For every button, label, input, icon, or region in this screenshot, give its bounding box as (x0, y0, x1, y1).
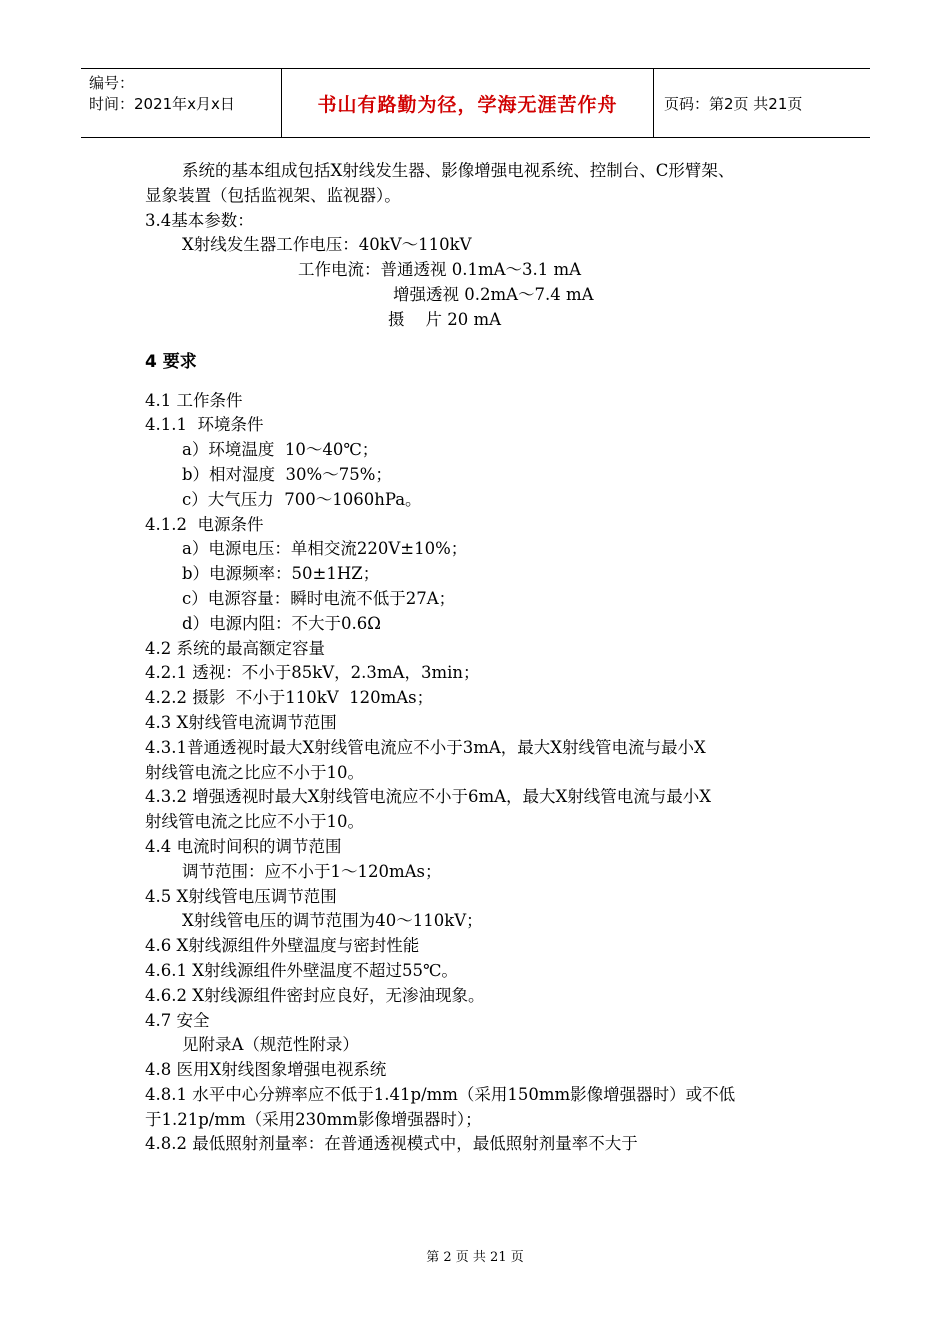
header-motto: 书山有路勤为径，学海无涯苦作舟 (317, 93, 618, 116)
header-meta (81, 69, 281, 137)
paragraph-line: 调节范围：应不小于1～120mAs； (182, 861, 442, 881)
paragraph-line: 3.4基本参数： (145, 210, 254, 230)
paragraph-line: 系统的基本组成包括X射线发生器、影像增强电视系统、控制台、C形臂架、 (182, 161, 735, 180)
document-body (145, 159, 825, 1157)
paragraph-line: 4.8.1 水平中心分辨率应不低于1.41p/mm（采用150mm影像增强器时）或不低 (145, 1084, 736, 1104)
paragraph-line: c）大气压力 700～1060hPa。 (182, 489, 422, 509)
paragraph-line: 射线管电流之比应不小于10。 (145, 812, 364, 832)
date-label: 时间：2021年x月x日 (89, 95, 235, 113)
paragraph-line: 4.1.2 电源条件 (145, 514, 264, 534)
paragraph-line: 4.8 医用X射线图象增强电视系统 (145, 1060, 387, 1080)
paragraph-line: 4.1 工作条件 (145, 390, 243, 410)
paragraph-line: 于1.21p/mm（采用230mm影像增强器时）； (145, 1109, 482, 1129)
paragraph-line: 4.5 X射线管电压调节范围 (145, 886, 337, 906)
paragraph-line: 工作电流：普通透视 0.1mA～3.1 mA (298, 260, 582, 280)
footer-page-number: 第 2 页 共 21 页 (426, 1250, 524, 1265)
paragraph-line: 4.2 系统的最高额定容量 (145, 638, 325, 658)
paragraph-line: 4.2.2 摄影 不小于110kV 120mAs； (145, 688, 434, 708)
paragraph-line: 4.6.1 X射线源组件外壁温度不超过55℃。 (145, 960, 458, 980)
paragraph-line: 4.4 电流时间积的调节范围 (145, 836, 342, 856)
paragraph-line: 显象装置（包括监视架、监视器）。 (145, 185, 401, 205)
header-motto-cell (281, 69, 654, 137)
paragraph-line: b）电源频率：50±1HZ； (182, 564, 380, 584)
paragraph-line: 见附录A（规范性附录） (182, 1035, 359, 1055)
paragraph-line: 4.7 安全 (145, 1010, 210, 1030)
paragraph-line: X射线管电压的调节范围为40～110kV； (182, 911, 483, 931)
section-heading: 4 要求 (145, 351, 197, 372)
page-header (81, 68, 870, 138)
paragraph-line: c）电源容量：瞬时电流不低于27A； (182, 588, 456, 608)
paragraph-line: 4.1.1 环境条件 (145, 415, 264, 435)
header-page-cell (654, 69, 870, 137)
paragraph-line: d）电源内阻：不大于0.6Ω (182, 613, 381, 633)
paragraph-line: 4.2.1 透视：不小于85kV，2.3mA，3min； (145, 663, 480, 683)
paragraph-line: 4.3.1普通透视时最大X射线管电流应不小于3mA，最大X射线管电流与最小X (145, 737, 706, 757)
page-footer (0, 1246, 950, 1265)
paragraph-line: 4.3.2 增强透视时最大X射线管电流应不小于6mA，最大X射线管电流与最小X (145, 787, 712, 807)
paragraph-line: b）相对湿度 30%～75%； (182, 464, 392, 484)
header-page-label: 页码：第2页 共21页 (664, 94, 803, 113)
paragraph-line: X射线发生器工作电压：40kV～110kV (182, 235, 472, 255)
paragraph-line: 4.8.2 最低照射剂量率：在普通透视模式中，最低照射剂量率不大于 (145, 1134, 638, 1154)
paragraph-line: 4.3 X射线管电流调节范围 (145, 712, 337, 732)
paragraph-line: 射线管电流之比应不小于10。 (145, 762, 364, 782)
paragraph-line: 摄 片 20 mA (388, 309, 502, 329)
paragraph-line: 4.6 X射线源组件外壁温度与密封性能 (145, 936, 420, 956)
paragraph-line: a）电源电压：单相交流220V±10%； (182, 539, 468, 559)
paragraph-line: a）环境温度 10～40℃； (182, 440, 379, 460)
serial-number-label: 编号： (89, 74, 135, 92)
paragraph-line: 增强透视 0.2mA～7.4 mA (393, 284, 594, 304)
paragraph-line: 4.6.2 X射线源组件密封应良好，无渗油现象。 (145, 985, 485, 1005)
